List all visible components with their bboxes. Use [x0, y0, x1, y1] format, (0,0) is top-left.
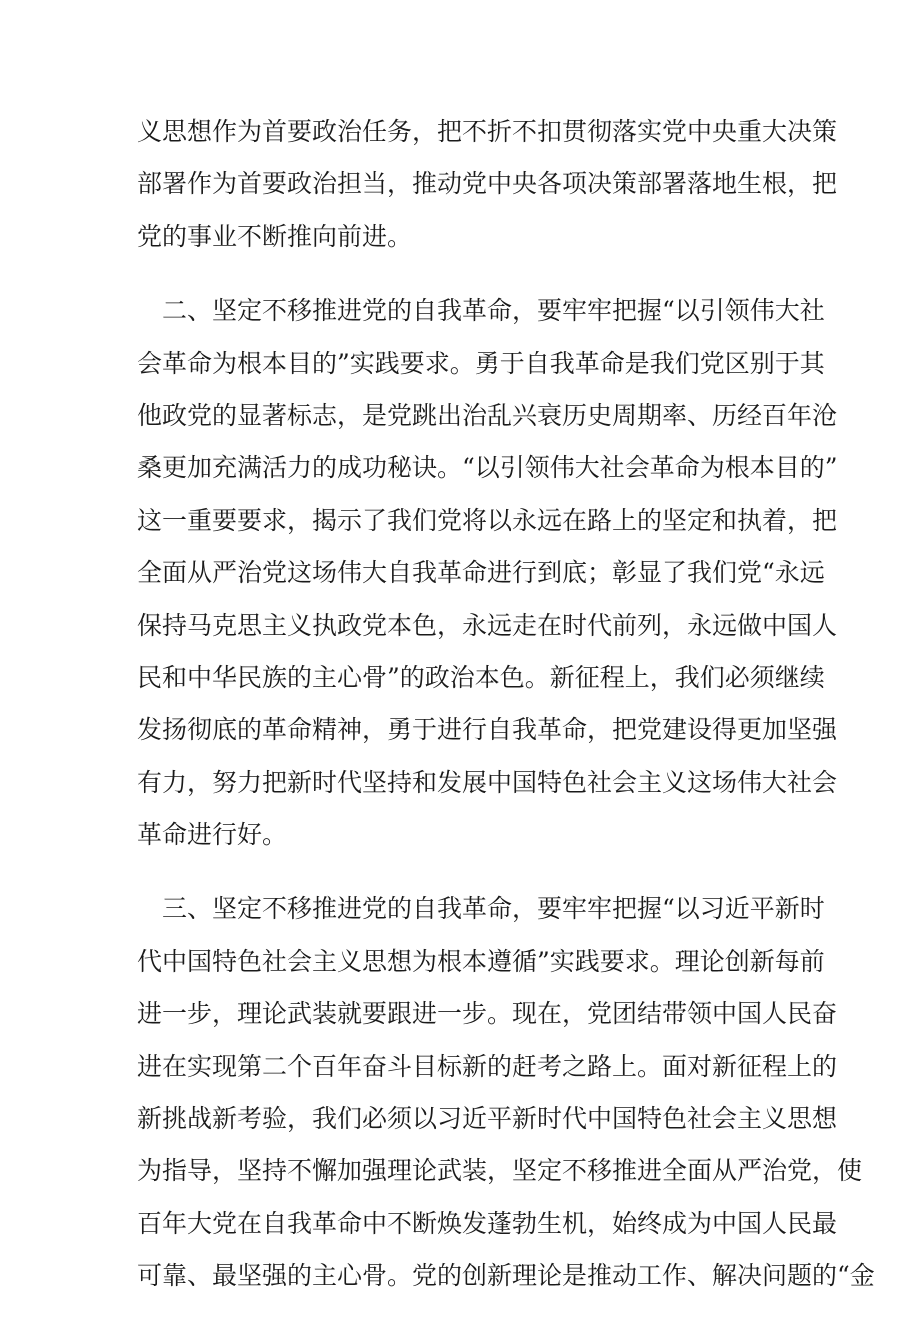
- paragraph-3: [137, 883, 875, 1302]
- text-line: 为指导，坚持不懈加强理论武装，坚定不移推进全面从严治党，使: [137, 1156, 863, 1186]
- paragraph-2: [137, 285, 838, 861]
- text-line: 部署作为首要政治担当，推动党中央各项决策部署落地生根，把: [137, 169, 838, 199]
- document-body: [137, 106, 875, 1325]
- text-line: 民和中华民族的主心骨”的政治本色。新征程上，我们必须继续: [137, 662, 825, 692]
- text-line: 新挑战新考验，我们必须以习近平新时代中国特色社会主义思想: [137, 1104, 838, 1134]
- text-line: 会革命为根本目的”实践要求。勇于自我革命是我们党区别于其: [137, 348, 825, 378]
- text-line: 革命进行好。: [137, 820, 288, 850]
- text-line: 桑更加充满活力的成功秘诀。“以引领伟大社会革命为根本目的”: [137, 453, 838, 483]
- text-line: 进一步，理论武装就要跟进一步。现在，党团结带领中国人民奋: [137, 999, 838, 1029]
- text-line: 可靠、最坚强的主心骨。党的创新理论是推动工作、解决问题的“金: [137, 1261, 875, 1291]
- text-line: 保持马克思主义执政党本色，永远走在时代前列，永远做中国人: [137, 610, 838, 640]
- text-line: 这一重要要求，揭示了我们党将以永远在路上的坚定和执着，把: [137, 505, 838, 535]
- text-line: 三、坚定不移推进党的自我革命，要牢牢把握“以习近平新时: [137, 894, 825, 924]
- text-line: 代中国特色社会主义思想为根本遵循”实践要求。理论创新每前: [137, 946, 825, 976]
- text-line: 百年大党在自我革命中不断焕发蓬勃生机，始终成为中国人民最: [137, 1208, 838, 1238]
- text-line: 全面从严治党这场伟大自我革命进行到底；彰显了我们党“永远: [137, 558, 825, 588]
- text-line: 二、坚定不移推进党的自我革命，要牢牢把握“以引领伟大社: [137, 296, 825, 326]
- text-line: 有力，努力把新时代坚持和发展中国特色社会主义这场伟大社会: [137, 767, 838, 797]
- paragraph-1: [137, 106, 838, 263]
- text-line: 他政党的显著标志，是党跳出治乱兴衰历史周期率、历经百年沧: [137, 400, 838, 430]
- text-line: 进在实现第二个百年奋斗目标新的赶考之路上。面对新征程上的: [137, 1051, 838, 1081]
- text-line: 党的事业不断推向前进。: [137, 221, 413, 251]
- text-line: 义思想作为首要政治任务，把不折不扣贯彻落实党中央重大决策: [137, 117, 838, 146]
- text-line: 发扬彻底的革命精神，勇于进行自我革命，把党建设得更加坚强: [137, 715, 838, 745]
